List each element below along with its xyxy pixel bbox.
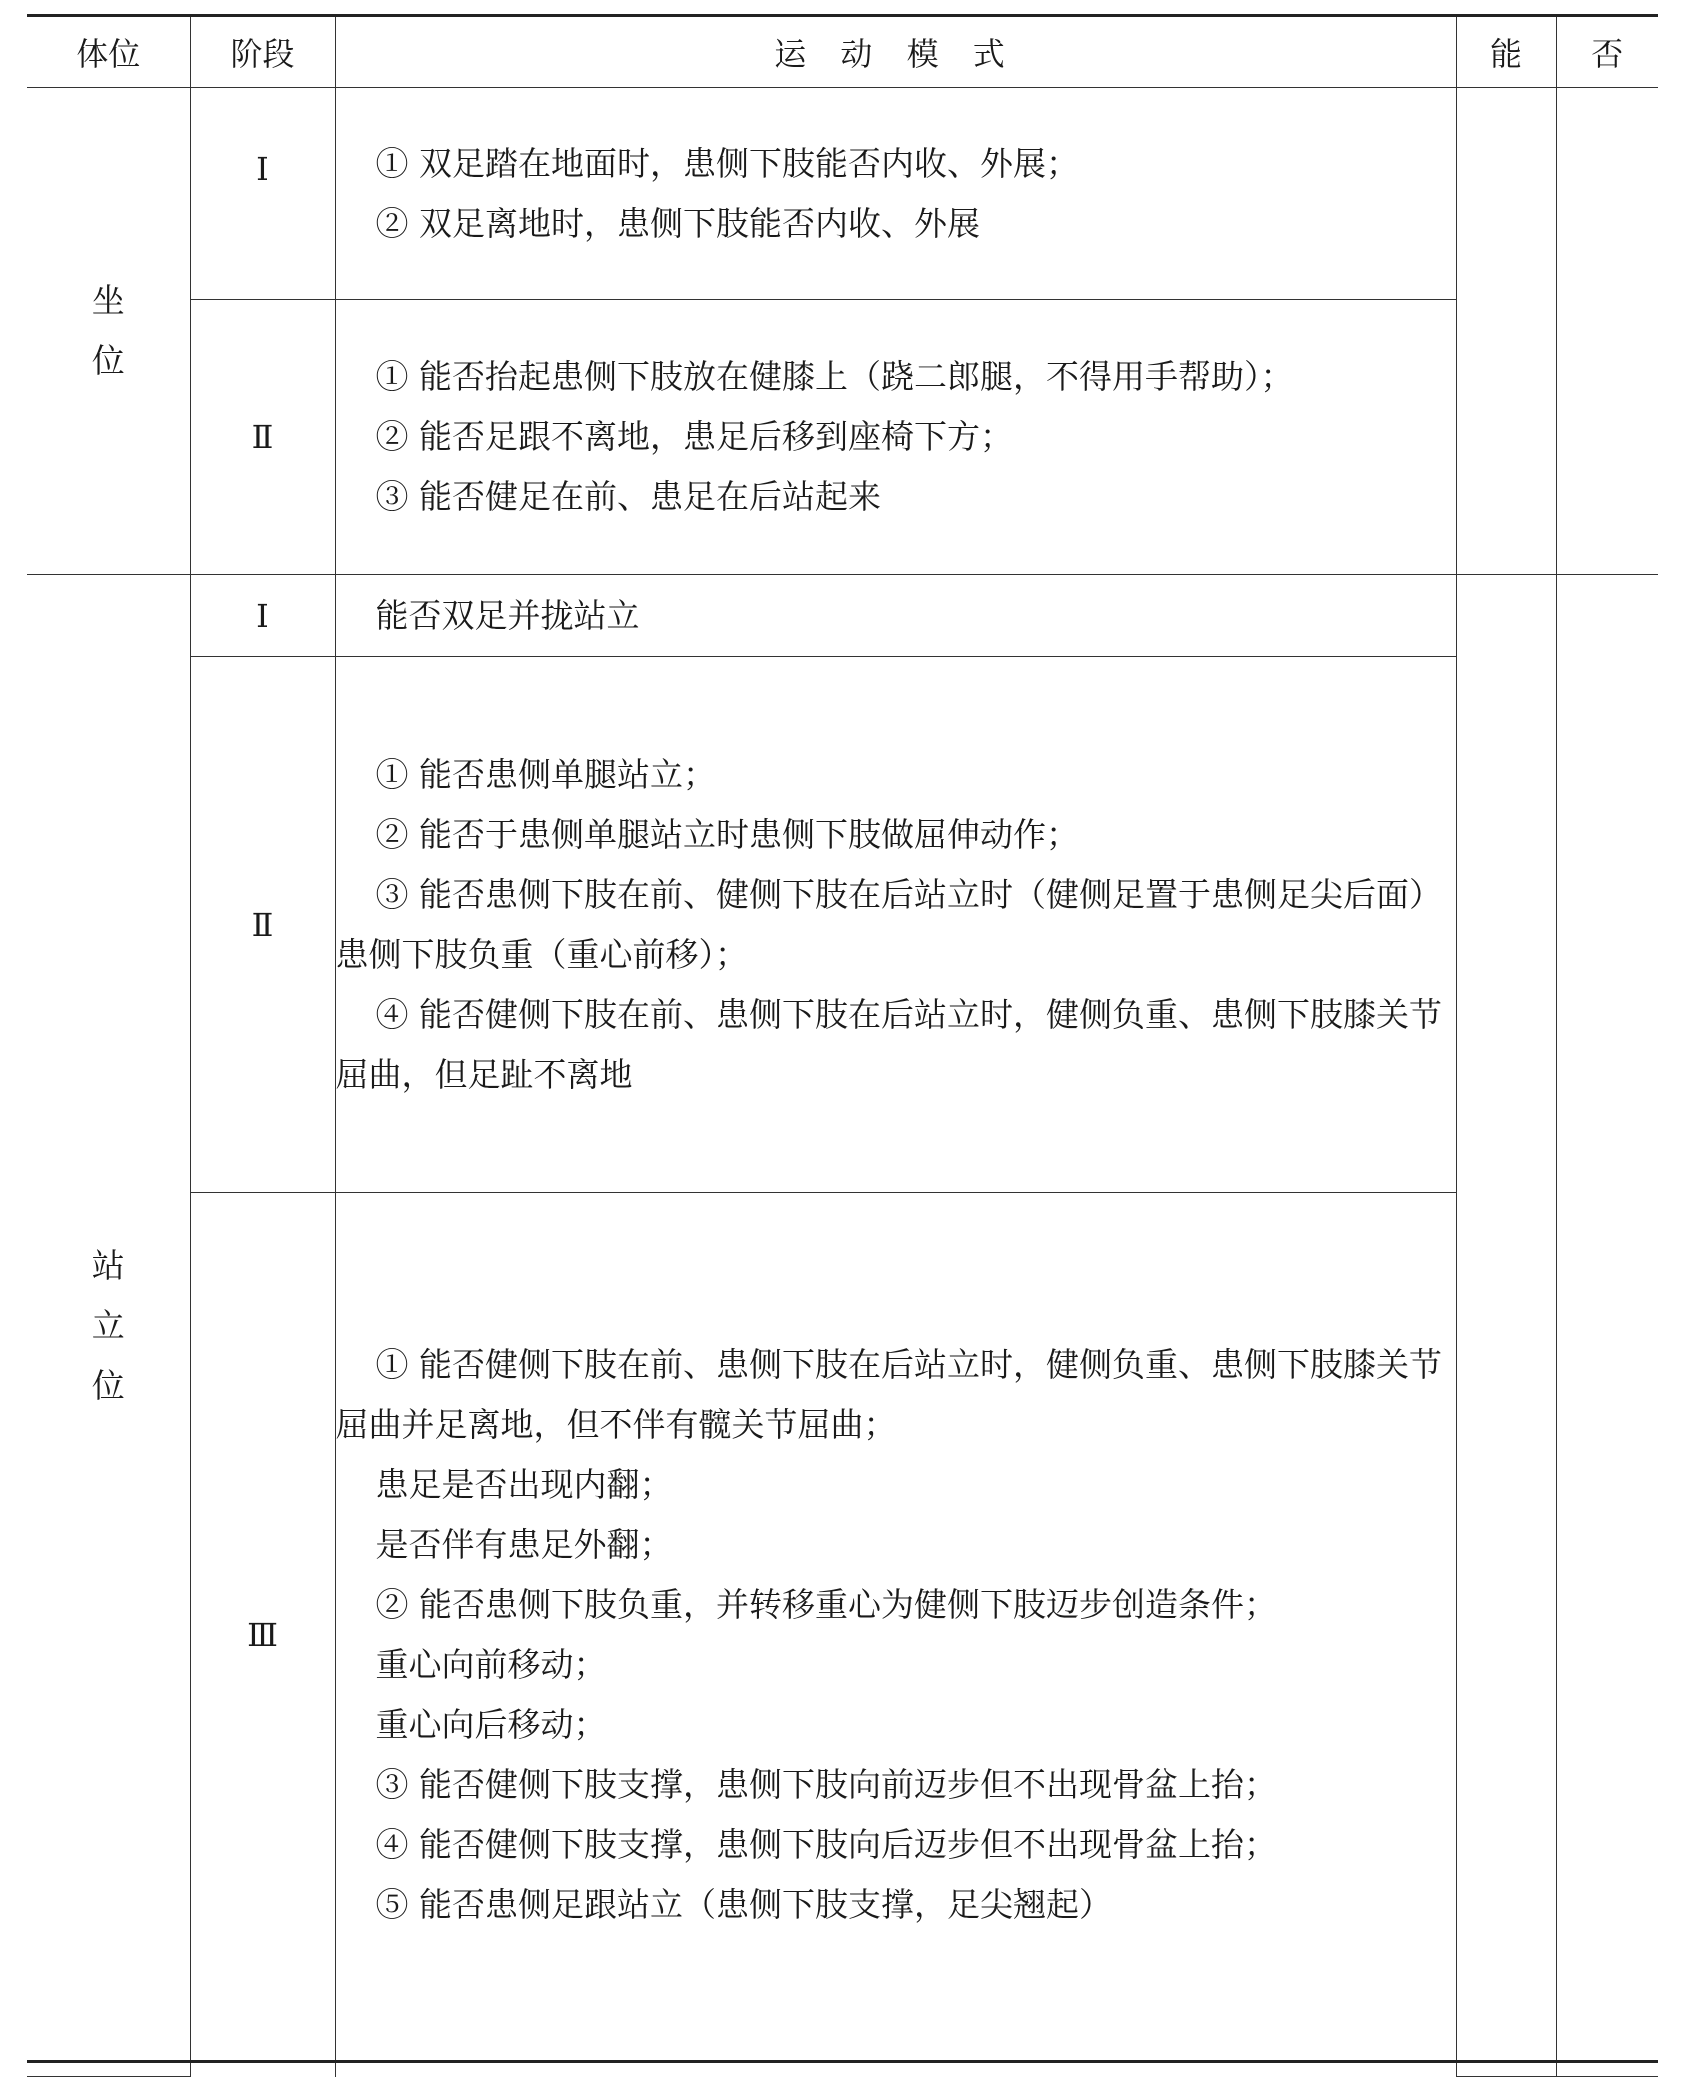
header-no: 否 <box>1556 17 1658 88</box>
table-row <box>27 575 1658 657</box>
stage-cell: Ⅲ <box>190 1193 335 2077</box>
mode-cell <box>335 657 1456 1193</box>
table-row <box>27 300 1658 575</box>
mode-line: ③ 能否健侧下肢支撑，患侧下肢向前迈步但不出现骨盆上抬； <box>375 1764 1277 1804</box>
mode-line: ① 能否健侧下肢在前、患侧下肢在后站立时，健侧负重、患侧下肢膝关节屈曲并足离地，但不伴有髋关节屈曲； <box>335 1344 1442 1444</box>
yes-cell[interactable] <box>1456 575 1556 2077</box>
header-position: 体位 <box>27 17 190 88</box>
stage-cell: Ⅰ <box>190 88 335 300</box>
stage-cell: Ⅱ <box>190 300 335 575</box>
table-row <box>27 1193 1658 2077</box>
mode-line: 重心向后移动； <box>375 1704 607 1744</box>
table-row <box>27 88 1658 300</box>
position-label: 坐位 <box>91 281 125 380</box>
stage-cell: Ⅰ <box>190 575 335 657</box>
mode-line: 能否双足并拢站立 <box>375 595 640 635</box>
mode-line: ④ 能否健侧下肢在前、患侧下肢在后站立时，健侧负重、患侧下肢膝关节屈曲，但足趾不离地 <box>335 994 1442 1094</box>
mode-line: ② 能否患侧下肢负重，并转移重心为健侧下肢迈步创造条件； <box>375 1584 1277 1624</box>
table-row <box>27 657 1658 1193</box>
header-mode: 运 动 模 式 <box>335 17 1456 88</box>
assessment-table <box>27 17 1658 2077</box>
mode-line: ⑤ 能否患侧足跟站立（患侧下肢支撑，足尖翘起） <box>375 1884 1112 1924</box>
mode-cell <box>335 575 1456 657</box>
mode-line: 患足是否出现内翻； <box>375 1464 673 1504</box>
mode-cell <box>335 300 1456 575</box>
mode-line: ① 能否患侧单腿站立； <box>375 754 716 794</box>
mode-line: ① 能否抬起患侧下肢放在健膝上（跷二郎腿，不得用手帮助）； <box>375 357 1294 396</box>
header-yes: 能 <box>1456 17 1556 88</box>
yes-cell[interactable] <box>1456 88 1556 575</box>
mode-line: 重心向前移动； <box>375 1644 607 1684</box>
position-sitting <box>27 88 190 575</box>
header-stage: 阶段 <box>190 17 335 88</box>
mode-line: ② 能否于患侧单腿站立时患侧下肢做屈伸动作； <box>375 814 1079 854</box>
mode-line: 是否伴有患足外翻； <box>375 1524 673 1564</box>
mode-line: ① 双足踏在地面时，患侧下肢能否内收、外展； <box>375 143 1079 183</box>
mode-cell <box>335 88 1456 300</box>
mode-cell <box>335 1193 1456 2077</box>
mode-line: ③ 能否健足在前、患足在后站起来 <box>375 477 881 516</box>
mode-line: ④ 能否健侧下肢支撑，患侧下肢向后迈步但不出现骨盆上抬； <box>375 1824 1277 1864</box>
position-standing <box>27 575 190 2077</box>
mode-line: ② 能否足跟不离地，患足后移到座椅下方； <box>375 417 1013 456</box>
mode-line: ③ 能否患侧下肢在前、健侧下肢在后站立时（健侧足置于患侧足尖后面）患侧下肢负重（重心前移）； <box>335 874 1442 974</box>
no-cell[interactable] <box>1556 88 1658 575</box>
header-row <box>27 17 1658 88</box>
no-cell[interactable] <box>1556 575 1658 2077</box>
stage-cell: Ⅱ <box>190 657 335 1193</box>
bottom-rule <box>27 2060 1658 2063</box>
mode-line: ② 双足离地时，患侧下肢能否内收、外展 <box>375 203 980 243</box>
position-label: 站立位 <box>91 1245 125 1405</box>
